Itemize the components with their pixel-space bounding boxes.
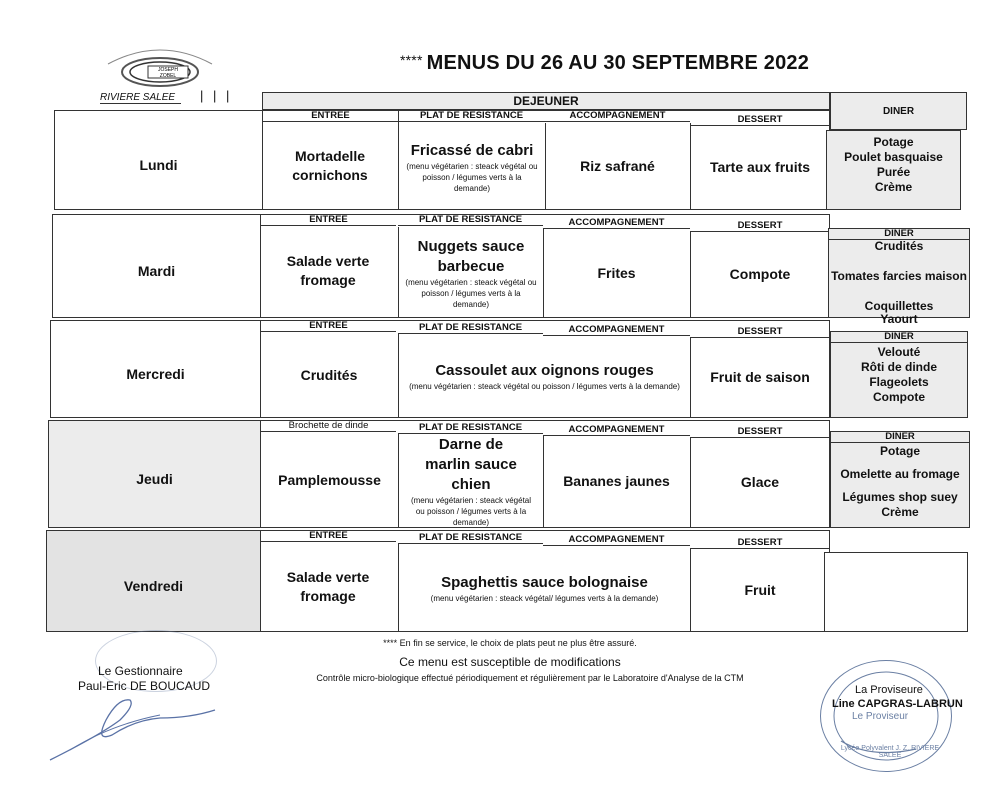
diner-item: Crudités [874,239,924,253]
hdr-diner: DINER [831,431,969,443]
diner-label: DINER [882,105,915,117]
day-name: Mercredi [126,365,185,382]
diner-item: Rôti de dinde [861,360,937,374]
day-name: Lundi [139,156,178,173]
hdr-plat: PLAT DE RESISTANCE [398,422,543,434]
day-row-vendredi [46,530,830,632]
dejeuner-label: DEJEUNER [513,94,579,108]
diner-item: Potage [873,135,914,149]
day-row-mardi [52,214,830,318]
hdr-dessert: DESSERT [690,326,830,338]
plat-name: Cassoulet aux oignons rouges [435,361,654,379]
hdr-dessert: DESSERT [690,114,830,126]
diner-item: Omelette au fromage [840,467,960,481]
diner-item: Purée [876,165,911,179]
footer-note-2: Ce menu est susceptible de modifications [399,655,621,669]
left-signature-name: Paul-Eric DE BOUCAUD [78,679,211,693]
hdr-entree: ENTREE [261,320,396,332]
diner-mardi [828,228,970,326]
diner-vendredi [824,552,968,632]
hdr-accompagnement: ACCOMPAGNEMENT [543,217,690,229]
diner-item: Flageolets [869,375,929,389]
plat [399,435,543,527]
plat [399,229,543,317]
hdr-plat: PLAT DE RESISTANCE [398,322,543,334]
diner-jeudi [830,431,970,528]
hdr-entree: ENTREE [261,530,396,542]
diner-item: Velouté [877,345,921,359]
accompagnement: Frites [597,264,636,281]
hdr-accompagnement: ACCOMPAGNEMENT [543,424,690,436]
hdr-plat: PLAT DE RESISTANCE [398,110,545,122]
plat-name: Fricassé de cabri [410,141,534,159]
diner-header [830,92,967,130]
entree: Salade verte fromage [286,569,370,604]
accompagnement: Bananes jaunes [563,472,670,489]
day-row-lundi [54,110,830,210]
day-row-mercredi [50,320,830,418]
plat-name: Nuggets sauce barbecue [417,237,525,275]
hdr-accompagnement: ACCOMPAGNEMENT [543,534,690,546]
entree: Pamplemousse [278,471,381,488]
dessert: Compote [729,265,791,282]
hdr-accompagnement: ACCOMPAGNEMENT [545,110,690,122]
hdr-entree: ENTREE [263,110,398,122]
location-bars: | | | [200,88,233,103]
svg-text:ZOBEL: ZOBEL [159,73,177,79]
entree: Salade verte fromage [286,253,370,288]
accompagnement: Riz safrané [580,157,655,174]
page-title [400,52,809,75]
hdr-entree: Brochette de dinde [261,420,396,432]
day-name: Vendredi [123,577,184,594]
left-signature-role: Le Gestionnaire [98,664,183,678]
diner-item: Légumes shop suey [842,490,958,504]
right-signature-sub: Le Proviseur [852,711,909,722]
diner-item: Crème [874,180,913,194]
plat [399,125,545,209]
plat-note: (menu végétarien : steack végétal ou poisson / légumes verts à la demande) [410,495,532,527]
diner-item: Compote [873,390,925,404]
dessert: Tarte aux fruits [709,158,811,175]
plat-note: (menu végétarien : steack végétal ou poisson / légumes verts à la demande) [405,277,537,309]
hdr-entree: ENTREE [261,214,396,226]
entree: Mortadelle cornichons [292,148,368,183]
dessert: Fruit de saison [710,368,810,385]
title-stars: **** [400,52,423,68]
right-signature-role: La Proviseure [855,684,923,696]
plat-note: (menu végétarien : steack végétal ou poisson / légumes verts à la demande) [406,161,538,193]
title-text: MENUS DU 26 AU 30 SEPTEMBRE 2022 [426,52,810,74]
diner-item: Yaourt [880,312,918,326]
diner-mercredi [830,331,968,418]
left-signature-scribble [40,690,240,770]
day-name: Mardi [137,262,176,279]
plat-note: (menu végétarien : steack végétal/ légumes verts à la demande) [430,593,659,603]
hdr-dessert: DESSERT [690,537,830,549]
day-name: Jeudi [136,470,173,487]
hdr-plat: PLAT DE RESISTANCE [398,532,543,544]
svg-text:JOSEPH: JOSEPH [157,67,179,73]
plat [399,545,690,631]
diner-item: Crème [881,505,919,519]
school-location: RIVIERE SALEE [100,92,181,104]
plat [399,335,690,417]
dessert: Fruit [744,581,776,598]
dejeuner-header [262,92,830,110]
school-logo [100,42,220,94]
diner-item: Coquillettes [864,299,934,313]
diner-item: Potage [879,444,920,458]
dessert: Glace [740,473,780,490]
footer-note-3: Contrôle micro-biologique effectué périodiquement et régulièrement par le Laboratoire d'Analyse de la CTM [316,673,744,683]
diner-lundi [826,130,961,210]
day-row-jeudi [48,420,830,528]
diner-item: Tomates farcies maison [831,269,967,283]
hdr-diner: DINER [831,331,967,343]
hdr-dessert: DESSERT [690,220,830,232]
plat-name: Darne de marlin sauce chien [425,435,517,493]
right-signature-name: Line CAPGRAS-LABRUN [832,698,963,710]
plat-name: Spaghettis sauce bolognaise [441,573,648,591]
hdr-dessert: DESSERT [690,426,830,438]
hdr-diner: DINER [829,228,969,240]
hdr-plat: PLAT DE RESISTANCE [398,214,543,226]
plat-note: (menu végétarien : steack végétal ou poisson / légumes verts à la demande) [409,381,680,391]
entree: Crudités [300,366,358,383]
hdr-accompagnement: ACCOMPAGNEMENT [543,324,690,336]
footer-note-1: **** En fin se service, le choix de plats peut ne plus être assuré. [383,638,637,648]
right-stamp-text: Lycée Polyvalent J. Z. RIVIERE SALEE [840,745,940,759]
diner-item: Poulet basquaise [844,150,943,164]
